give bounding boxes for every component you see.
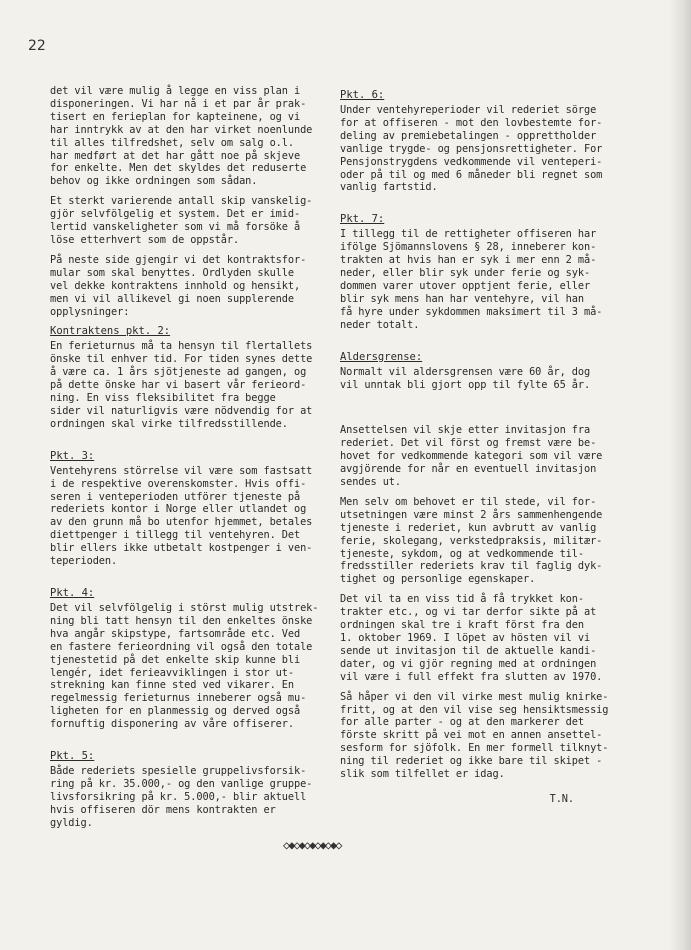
section-heading-age-limit: Aldersgrense: — [340, 350, 423, 363]
section-heading-pkt-3: Pkt. 3: — [50, 449, 95, 462]
section-heading-pkt-6: Pkt. 6: — [340, 89, 385, 101]
paragraph: Det vil selvfölgelig i störst mulig utstrek- ning bli tatt hensyn til den enkeltes önske hva angår skipstype, fartsområde etc. Ved en fastere ferieordning vil også den totale tjenestetid på det enkelte skip kunne bli lengér, idet ferieavviklingen i stor ut- strekning kan finne sted ved vikarer. En regelmessig ferieturnus inneberer også mu- ligheten for en planmessig og derved også fornuftig disponering av våre offiserer. — [50, 602, 319, 731]
paragraph: det vil være mulig å legge en viss plan i disponeringen. Vi har nå i et par år prak- tisert en ferieplan for kapteinene, og vi har inntrykk av at den har virket noenlunde til alles tilfredshet, selv om salg o.l. har medført at det har gått noe på skjeve for enkelte. Men det skyldes det reduserte behov og ikke ordningen som sådan. — [50, 85, 313, 188]
paragraph: På neste side gjengir vi det kontraktsfor- mular som skal benyttes. Ordlyden skulle vel dekke kontraktens innhold og hensikt, men vi vil allikevel gi noen supplerende opplysninger: — [50, 253, 307, 318]
right-column — [340, 85, 622, 813]
paragraph: Ansettelsen vil skje etter invitasjon fra rederiet. Det vil först og fremst være be- hovet for vedkommende kategori som vil være avgjörende for når en eventuell invitasjon sendes ut. — [340, 424, 603, 489]
paragraph: Men selv om behovet er til stede, vil for- utsetningen være minst 2 års sammenhengende tjeneste i rederiet, kun avbrutt av vanlig ferie, skolegang, verkstedpraksis, militær- tjeneste, sykdom, og at vedkommende til- fredsstiller rederiets krav til faglig dyk- tighet og personlige egenskaper. — [340, 495, 603, 586]
paragraph: I tillegg til de rettigheter offiseren har ifölge Sjömannslovens § 28, inneberer kon- trakten at hvis han er syk i mer enn 2 må- neder, eller blir syk under ferie og syk- dommen varer utover opptjent ferie, eller blir syk mens han har ventehyre, vil han få hyre under sykdommen maksimert til 3 må- neder totalt. — [340, 228, 603, 331]
paragraph: En ferieturnus må ta hensyn til flertallets önske til enhver tid. For tiden synes dette å være ca. 1 års sjötjeneste ad gangen, og på dette önske har vi basert vår ferieord- ning. En viss fleksibilitet fra begge sider vil naturligvis være nödvendig for at ordningen skal virke tilfredsstillende. — [50, 340, 313, 430]
paragraph: Et sterkt varierende antall skip vanskelig- gjör selvfölgelig et system. Det er imid- lertid vanskeligheter som vi må forsöke å löse etterhvert som de oppstår. — [50, 195, 313, 246]
paragraph: Det vil ta en viss tid å få trykket kon- trakter etc., og vi tar derfor sikte på at ordningen skal tre i kraft först fra den 1. oktober 1969. I löpet av hösten vil vi sende ut invitasjon til de aktuelle kandi- dater, og vi gjör regning med at ordningen vil være i full effekt fra slutten av 1970. — [340, 593, 603, 683]
paragraph: Så håper vi den vil virke mest mulig knirke- fritt, og at den vil vise seg hensiktsmessig for alle parter - og at den markerer det förste skritt på vei mot en annen ansettel- sesform for sjöfolk. En mer formell tilknyt- ning til rederiet og ikke bare til skipet - slik som tilfellet er idag. — [340, 690, 609, 781]
paragraph: Normalt vil aldersgrensen være 60 år, dog vil unntak bli gjort opp til fylte 65 år. — [340, 365, 591, 391]
signature: T.N. — [549, 792, 574, 805]
paragraph: Under ventehyreperioder vil rederiet sörge for at offiseren - mot den lovbestemte for- deling av premiebetalingen - opprettholder vanlige trygde- og pensjonsrettigheter. For Pensjonstrygdens vedkommende vil venteperi- oder på til og med 6 måneder bli regnet som vanlig fartstid. — [340, 104, 603, 194]
left-column — [50, 85, 320, 837]
section-heading-pkt-5: Pkt. 5: — [50, 750, 95, 763]
binding-shadow — [669, 0, 691, 950]
section-heading-pkt-4: Pkt. 4: — [50, 587, 95, 599]
section-heading-pkt-7: Pkt. 7: — [340, 213, 385, 226]
divider-ornament: ◇◆◇◆◇◆◇◆◇◆◇ — [283, 838, 341, 852]
page-number: 22 — [28, 38, 46, 54]
section-heading-contract-pkt-2: Kontraktens pkt. 2: — [50, 325, 171, 338]
paragraph: Ventehyrens störrelse vil være som fastsatt i de respektive overenskomster. Hvis offi- seren i venteperioden utförer tjeneste på rederiets kontor i Norge eller utlandet og av den grunn må bo utenfor hjemmet, betales diettpenger i tillegg til ventehyren. Det blir ellers ikke utbetalt kostpenger i ven- teperioden. — [50, 464, 313, 568]
paragraph: Både rederiets spesielle gruppelivsforsik- ring på kr. 35.000,- og den vanlige gruppe- livsforsikring på kr. 5.000,- blir aktuell hvis offiseren dör mens kontrakten er gyldig. — [50, 765, 313, 829]
